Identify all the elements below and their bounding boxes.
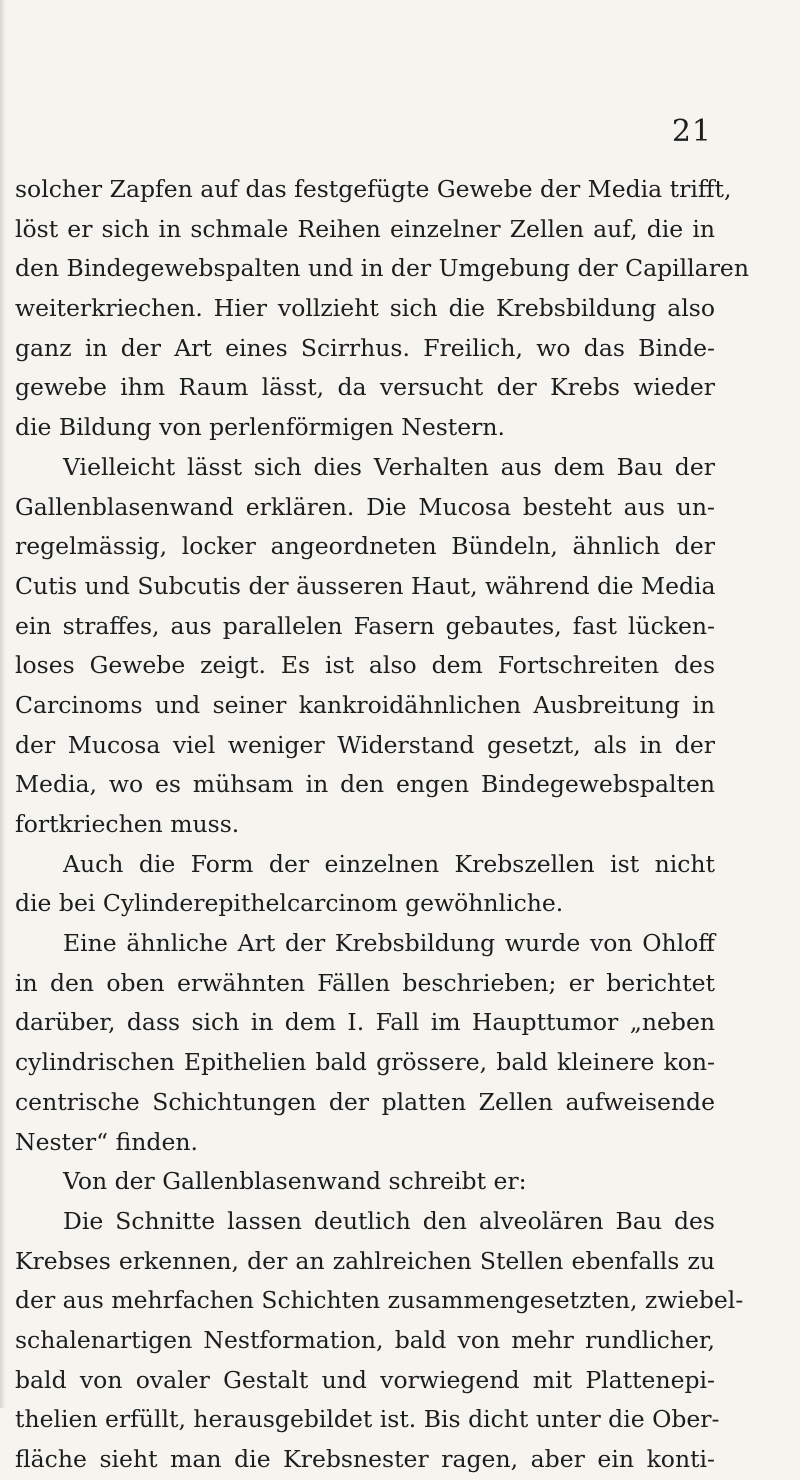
text-line: die Bildung von perlenförmigen Nestern. [15, 413, 505, 442]
text-line: Eine ähnliche Art der Krebsbildung wurde von Ohloff [63, 929, 715, 958]
text-line: Von der Gallenblasenwand schreibt er: [63, 1167, 527, 1196]
text-line: in den oben erwähnten Fällen beschrieben; er berichtet [15, 968, 715, 997]
text-line: thelien erfüllt, herausgebildet ist. Bis dicht unter die Ober- [15, 1405, 720, 1434]
text-line: löst er sich in schmale Reihen einzelner Zellen auf, die in [15, 214, 715, 243]
text-line: ein straffes, aus parallelen Fasern gebautes, fast lücken- [15, 611, 715, 640]
page-number: 21 [671, 114, 712, 149]
text-line: cylindrischen Epithelien bald grössere, bald kleinere kon- [15, 1048, 715, 1077]
text-line: regelmässig, locker angeordneten Bündeln, ähnlich der [15, 532, 715, 561]
text-line: die bei Cylinderepithelcarcinom gewöhnliche. [15, 889, 564, 918]
text-line: ganz in der Art eines Scirrhus. Freilich, wo das Binde- [15, 333, 715, 362]
text-line: fläche sieht man die Krebsnester ragen, aber ein konti- [15, 1445, 715, 1473]
text-line: bald von ovaler Gestalt und vorwiegend mit Plattenepi- [15, 1365, 715, 1394]
text-line: Nester“ finden. [15, 1127, 198, 1156]
text-line: loses Gewebe zeigt. Es ist also dem Fortschreiten des [15, 651, 715, 680]
page-edge-shadow [0, 0, 6, 1408]
text-line: den Bindegewebspalten und in der Umgebung der Capillaren [15, 254, 749, 283]
text-line: fortkriechen muss. [15, 810, 240, 838]
text-line: der Mucosa viel weniger Widerstand gesetzt, als in der [15, 730, 715, 759]
text-line: solcher Zapfen auf das festgefügte Gewebe der Media trifft, [15, 175, 732, 203]
text-line: Die Schnitte lassen deutlich den alveolären Bau des [63, 1206, 715, 1235]
text-line: Auch die Form der einzelnen Krebszellen ist nicht [63, 849, 715, 878]
text-line: Carcinoms und seiner kankroidähnlichen Ausbreitung in [15, 690, 715, 719]
text-line: gewebe ihm Raum lässt, da versucht der Krebs wieder [15, 373, 715, 402]
text-line: schalenartigen Nestformation, bald von mehr rundlicher, [15, 1325, 715, 1354]
body-text [15, 170, 749, 1480]
text-line: Cutis und Subcutis der äusseren Haut, während die Media [15, 571, 716, 600]
text-line: darüber, dass sich in dem I. Fall im Haupttumor „neben [15, 1008, 715, 1037]
text-line: centrische Schichtungen der platten Zellen aufweisende [15, 1087, 715, 1116]
text-line: weiterkriechen. Hier vollzieht sich die Krebsbildung also [15, 294, 715, 323]
text-line: Krebses erkennen, der an zahlreichen Stellen ebenfalls zu [15, 1246, 715, 1275]
text-line: Media, wo es mühsam in den engen Bindegewebspalten [15, 770, 715, 799]
text-line: Gallenblasenwand erklären. Die Mucosa besteht aus un- [15, 492, 715, 521]
text-line: der aus mehrfachen Schichten zusammengesetzten, zwiebel- [15, 1286, 744, 1315]
text-line: Vielleicht lässt sich dies Verhalten aus dem Bau der [63, 452, 715, 481]
